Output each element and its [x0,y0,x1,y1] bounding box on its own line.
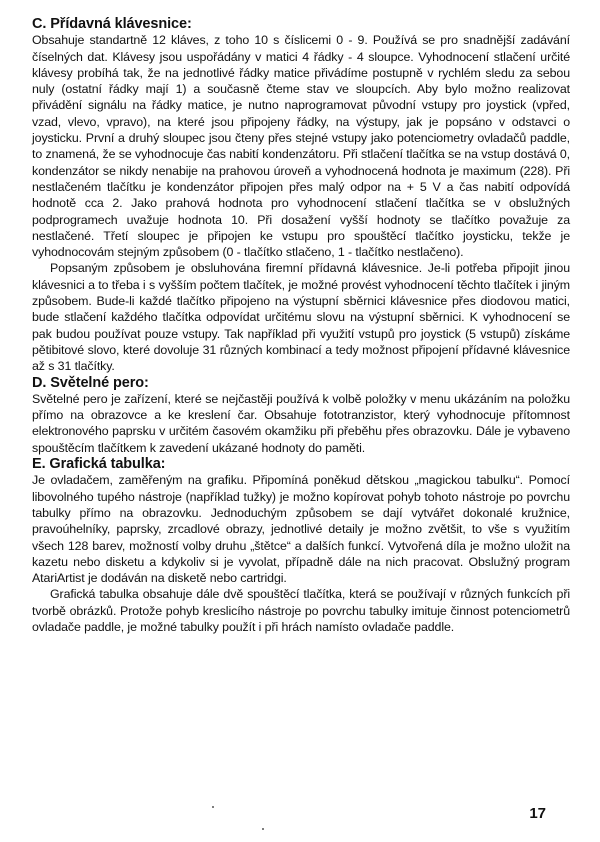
page-number: 17 [529,805,546,822]
paragraph-keypad-alternative: Popsaným způsobem je obsluhována firemní přídavná klávesnice. Je-li potřeba připojit jinou klávesnici a to třeba i s vyšším počtem tlačítek, je možné provést vyhodnocení těchto tlačítek i jiným způsobem. Bude-li každé tlačítko připojeno na výstupní sběrnici klávesnice přes diodovou matici, bude stlačení každého tlačítka odpovídat určitému slovu na výstupní sběrnici. K vyhodnocení se pak budou používat pouze vstupy. Tak například při využití vstupů pro joystick (5 vstupů) získáme pětibitové slovo, které dovoluje 31 různých kombinací a tedy možnost připojení přídavné klávesnice až s 31 tlačítky. [32,261,570,374]
paragraph-graphics-tablet-buttons: Grafická tabulka obsahuje dále dvě spouštěcí tlačítka, která se používají v různých funkcích při tvorbě obrázků. Protože pohyb kreslicího nástroje po povrchu tabulky imituje činnost potenciometrů ovladače paddle, je možné tabulky použít i při hrách namísto ovladače paddle. [32,587,570,634]
paragraph-light-pen: Světelné pero je zařízení, které se nejčastěji používá k volbě položky v menu ukázáním na položku přímo na obrazovce a ke kreslení čar. Obsahuje fototranzistor, který vyhodnocuje přítomnost elektronového paprsku v určitém časovém okamžiku při přeběhu přes obrazovku. Dále je vybaveno spouštěcím tlačítkem k zavedení ukázané hodnoty do paměti. [32,391,570,455]
scan-speck [212,806,214,808]
section-heading-graphics-tablet: E. Grafická tabulka: [32,456,166,473]
section-heading-light-pen: D. Světelné pero: [32,374,149,391]
section-heading-keypad: C. Přídavná klávesnice: [32,16,192,32]
scan-speck [262,828,264,830]
paragraph-graphics-tablet: Je ovladačem, zaměřeným na grafiku. Připomíná poněkud dětskou „magickou tabulku“. Pomocí libovolného tupého nástroje (například tužky) je možno kopírovat pohyb tohoto nástroje po povrchu tabulky přímo na obrazovku. Jednoduchým způsobem se dají vytvářet dokonalé kružnice, pravoúhelníky, paprsky, zrcadlové obrazy, jednotlivé detaily je možno zvětšit, to vše s využitím všech 128 barev, možností volby druhu „štětce“ a dalších funkcí. Vytvořená díla je možno uložit na kazetu nebo disketu a kdykoliv si je vyvolat, případně dále na nich pracovat. Obslužný program AtariArtist je dodáván na disketě nebo cartridgi. [32,473,570,586]
paragraph-keypad-description: Obsahuje standartně 12 kláves, z toho 10 s číslicemi 0 - 9. Používá se pro snadnější zadávání číselných dat. Klávesy jsou uspořádány v matici 4 řádky - 4 sloupce. Vyhodnocení stlačení určité klávesy probíhá tak, že na jednotlivé řádky matice přivádíme postupně v rychlém sledu za sebou nuly (ostatní řádky mají 1) a současně čteme stav ve sloupcích. Aby bylo možno realizovat přivádění signálu na řádky matice, je nutno naprogramovat původní vstupy pro joystick (vpřed, vzad, vlevo, vpravo), na které jsou připojeny řádky, na výstupy, jak je popsáno v odstavci o joysticku. První a druhý sloupec jsou čteny přes stejné vstupy jako potenciometry ovladačů paddle, to znamená, že se vyhodnocuje čas nabití kondenzátoru. Při stlačení tlačítka se na vstup dostává 0, kondenzátor se nikdy nenabije na prahovou úroveň a vyhodnocená hodnota je maximum (228). Při nestlačeném tlačítku je kondenzátor připojen přes malý odpor na + 5 V a čas nabití odpovídá hodnotě cca 2. Jako prahová hodnota pro vyhodnocení stlačení tlačítka se v obslužných podprogramech uvažuje hodnota 10. Při dosažení vyšší hodnoty se tlačítko považuje za nestlačené. Třetí sloupec je připojen ke vstupu pro spouštěcí tlačítko joysticku, tekže je vyhodnocovám stejným způsobem (0 - tlačítko stlačeno, 1 - tlačítko nestlačeno). [32,33,570,260]
page-content [32,16,570,635]
